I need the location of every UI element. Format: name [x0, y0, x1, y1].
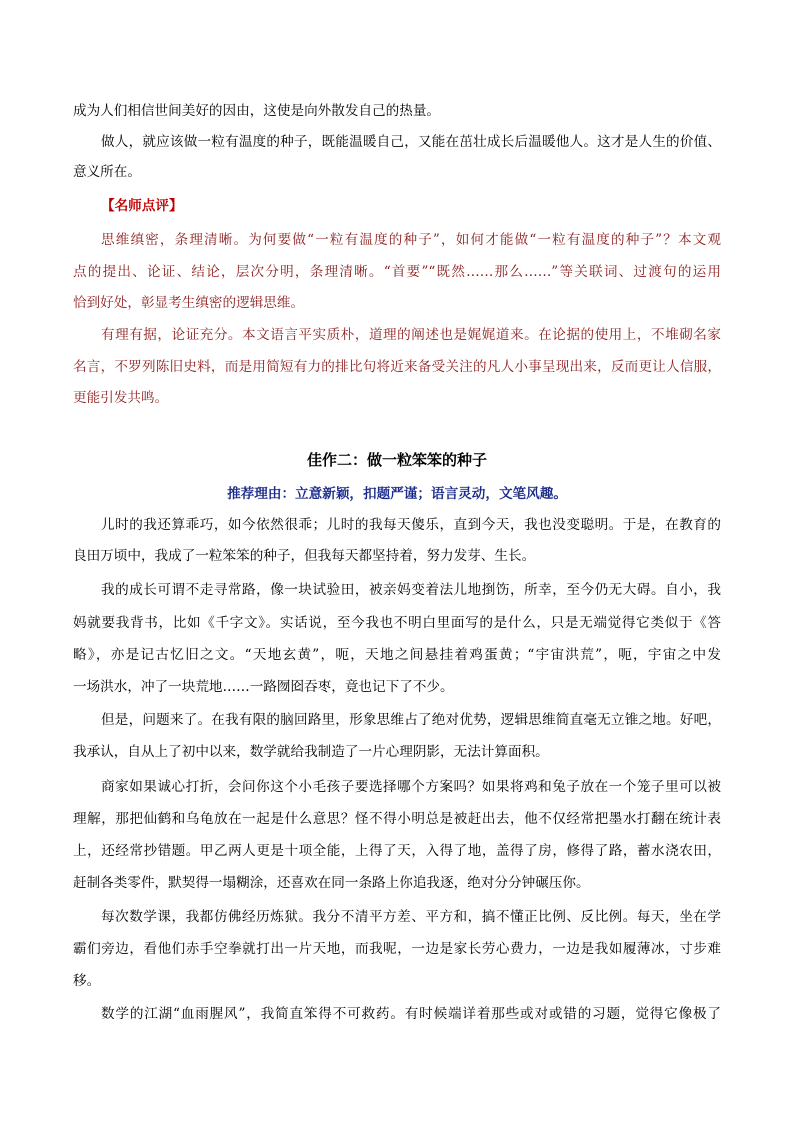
paragraph-line: 霸们旁边，看他们赤手空拳就打出一片天地，而我呢，一边是家长劳心费力，一边是我如履薄冰，寸步难: [73, 941, 721, 957]
paragraph-line: 一场洪水，冲了一块荒地……一路囫囵吞枣，竟也记下了不少。: [73, 679, 454, 695]
paragraph-line: 妈就要我背书，比如《千字文》。实话说，至今我也不明白里面写的是什么，只是无端觉得它类似于《答: [73, 615, 721, 631]
paragraph-line: 略》，亦是记古忆旧之文。“天地玄黄”，呃，天地之间悬挂着鸡蛋黄；“宇宙洪荒”，呃，宇宙之中发: [73, 647, 721, 663]
paragraph-line: 但是，问题来了。在我有限的脑回路里，形象思维占了绝对优势，逻辑思维简直毫无立锥之地。好吧，: [101, 712, 721, 728]
paragraph-line: 商家如果诚心打折，会问你这个小毛孩子要选择哪个方案吗？如果将鸡和兔子放在一个笼子里可以被: [101, 779, 721, 795]
essay-recommendation: 推荐理由：立意新颖，扣题严谨；语言灵动，文笔风趣。: [227, 486, 567, 502]
paragraph-line: 成为人们相信世间美好的因由，这使是向外散发自己的热量。: [73, 103, 441, 119]
comment-label: 【名师点评】: [101, 198, 183, 214]
comment-line: 恰到好处，彰显考生缜密的逻辑思维。: [73, 295, 305, 311]
paragraph-line: 每次数学课，我都仿佛经历炼狱。我分不清平方差、平方和，搞不懂正比例、反比例。每天，坐在学: [101, 909, 721, 925]
comment-line: 点的提出、论证、结论，层次分明，条理清晰。“首要”“既然……那么……”等关联词、过渡句的运用: [73, 264, 721, 280]
paragraph-line: 移。: [73, 973, 101, 989]
comment-line: 有理有据，论证充分。本文语言平实质朴，道理的阐述也是娓娓道来。在论据的使用上，不堆砌名家: [101, 327, 721, 343]
paragraph-line: 意义所在。: [73, 164, 141, 180]
comment-line: 思维缜密，条理清晰。为何要做“一粒有温度的种子”，如何才能做“一粒有温度的种子”？本文观: [101, 232, 721, 248]
comment-line: 名言，不罗列陈旧史料，而是用简短有力的排比句将近来备受关注的凡人小事呈现出来，反而更让人信服，: [73, 359, 721, 375]
paragraph-line: 赶制各类零件，默契得一塌糊涂，还喜欢在同一条路上你追我逐，绝对分分钟碾压你。: [73, 875, 590, 891]
essay-title: 佳作二：做一粒笨笨的种子: [306, 451, 487, 469]
paragraph-line: 上，还经常抄错题。甲乙两人更是十项全能，上得了天，入得了地，盖得了房，修得了路，蓄水浇农田，: [73, 843, 721, 859]
paragraph-line: 儿时的我还算乖巧，如今依然很乖；儿时的我每天傻乐，直到今天，我也没变聪明。于是，在教育的: [101, 517, 721, 533]
comment-line: 更能引发共鸣。: [73, 390, 169, 406]
paragraph-line: 良田万顷中，我成了一粒笨笨的种子，但我每天都坚持着，努力发芽、生长。: [73, 548, 536, 564]
paragraph-line: 数学的江湖“血雨腥风”，我简直笨得不可救药。有时候端详着那些或对或错的习题，觉得它像极了: [101, 1006, 721, 1022]
paragraph-line: 理解，那把仙鹤和乌龟放在一起是什么意思？怪不得小明总是被赶出去，他不仅经常把墨水打翻在统计表: [73, 811, 721, 827]
paragraph-line: 我承认，自从上了初中以来，数学就给我制造了一片心理阴影，无法计算面积。: [73, 744, 549, 760]
paragraph-line: 我的成长可谓不走寻常路，像一块试验田，被亲妈变着法儿地捯饬，所幸，至今仍无大碍。自小，我: [101, 582, 721, 598]
paragraph-line: 做人，就应该做一粒有温度的种子，既能温暖自己，又能在茁壮成长后温暖他人。这才是人生的价值、: [101, 134, 721, 150]
